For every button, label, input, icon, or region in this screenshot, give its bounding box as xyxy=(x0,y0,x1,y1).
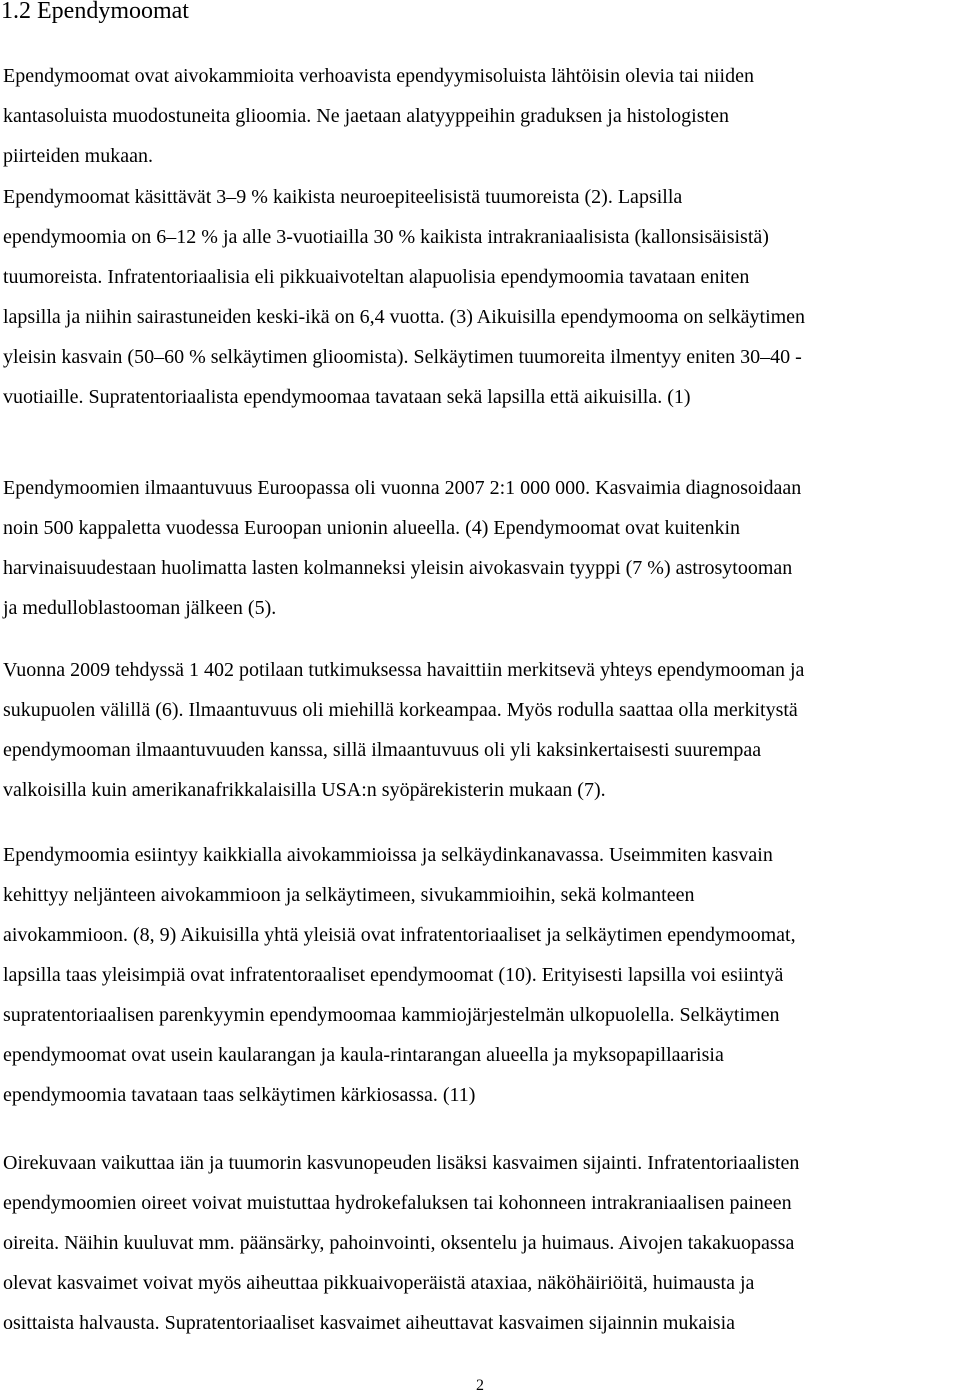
text-line: kantasoluista muodostuneita glioomia. Ne jaetaan alatyyppeihin graduksen ja histologisten xyxy=(3,105,729,127)
paragraph-risk-factors xyxy=(3,650,960,810)
text-line: oireita. Näihin kuuluvat mm. päänsärky, pahoinvointi, oksentelu ja huimaus. Aivojen takakuopassa xyxy=(3,1232,795,1254)
text-line: lapsilla ja niihin sairastuneiden keski-ikä on 6,4 vuotta. (3) Aikuisilla ependymooma on selkäytimen xyxy=(3,306,806,328)
paragraph-epidemiology xyxy=(3,177,960,417)
text-line: Ependymoomia esiintyy kaikkialla aivokammioissa ja selkäydinkanavassa. Useimmiten kasvain xyxy=(3,844,773,866)
text-line: yleisin kasvain (50–60 % selkäytimen glioomista). Selkäytimen tuumoreita ilmentyy eniten 30–40 - xyxy=(3,346,802,368)
text-line: noin 500 kappaletta vuodessa Euroopan unionin alueella. (4) Ependymoomat ovat kuitenkin xyxy=(3,517,741,539)
text-line: piirteiden mukaan. xyxy=(3,145,153,167)
text-line: ependymooman ilmaantuvuuden kanssa, sillä ilmaantuvuus oli yli kaksinkertaisesti suurempaa xyxy=(3,739,762,761)
paragraph-location xyxy=(3,835,960,1115)
text-line: kehittyy neljänteen aivokammioon ja selkäytimeen, sivukammioihin, sekä kolmanteen xyxy=(3,884,695,906)
text-line: ependymoomat ovat usein kaularangan ja kaula-rintarangan alueella ja myksopapillaarisia xyxy=(3,1044,724,1066)
text-line: ja medulloblastooman jälkeen (5). xyxy=(3,597,277,619)
paragraph-incidence xyxy=(3,468,960,628)
text-line: Ependymoomat käsittävät 3–9 % kaikista neuroepiteelisistä tuumoreista (2). Lapsilla xyxy=(3,186,683,208)
text-line: Vuonna 2009 tehdyssä 1 402 potilaan tutkimuksessa havaittiin merkitsevä yhteys ependymooman ja xyxy=(3,659,805,681)
text-line: olevat kasvaimet voivat myös aiheuttaa pikkuaivoperäistä ataxiaa, näköhäiriöitä, huimausta ja xyxy=(3,1272,755,1294)
text-line: lapsilla taas yleisimpiä ovat infratentoraaliset ependymoomat (10). Erityisesti lapsilla voi esiintyä xyxy=(3,964,784,986)
text-line: ependymoomia on 6–12 % ja alle 3-vuotiailla 30 % kaikista intrakraniaalisista (kallonsisäisistä) xyxy=(3,226,769,248)
text-line: Oirekuvaan vaikuttaa iän ja tuumorin kasvunopeuden lisäksi kasvaimen sijainti. Infratentoriaalisten xyxy=(3,1152,800,1174)
paragraph-definition xyxy=(3,56,960,176)
text-line: harvinaisuudestaan huolimatta lasten kolmanneksi yleisin aivokasvain tyyppi (7 %) astrosytooman xyxy=(3,557,793,579)
text-line: aivokammioon. (8, 9) Aikuisilla yhtä yleisiä ovat infratentoriaaliset ja selkäytimen ependymoomat, xyxy=(3,924,796,946)
text-line: ependymoomien oireet voivat muistuttaa hydrokefaluksen tai kohonneen intrakraniaalisen paineen xyxy=(3,1192,792,1214)
section-heading: 1.2 Ependymoomat xyxy=(1,0,189,24)
text-line: vuotiaille. Supratentoriaalista ependymoomaa tavataan sekä lapsilla että aikuisilla. (1) xyxy=(3,386,691,408)
page-number: 2 xyxy=(476,1377,484,1394)
text-line: ependymoomia tavataan taas selkäytimen kärkiosassa. (11) xyxy=(3,1084,476,1106)
text-line: supratentoriaalisen parenkyymin ependymoomaa kammiojärjestelmän ulkopuolella. Selkäytimen xyxy=(3,1004,780,1026)
text-line: Ependymoomat ovat aivokammioita verhoavista ependyymisoluista lähtöisin olevia tai niiden xyxy=(3,65,754,87)
text-line: Ependymoomien ilmaantuvuus Euroopassa oli vuonna 2007 2:1 000 000. Kasvaimia diagnosoidaan xyxy=(3,477,802,499)
text-line: valkoisilla kuin amerikanafrikkalaisilla USA:n syöpärekisterin mukaan (7). xyxy=(3,779,606,801)
text-line: sukupuolen välillä (6). Ilmaantuvuus oli miehillä korkeampaa. Myös rodulla saattaa olla merkitystä xyxy=(3,699,798,721)
paragraph-symptoms xyxy=(3,1143,960,1343)
text-line: tuumoreista. Infratentoriaalisia eli pikkuaivoteltan alapuolisia ependymoomia tavataan eniten xyxy=(3,266,750,288)
text-line: osittaista halvausta. Supratentoriaaliset kasvaimet aiheuttavat kasvaimen sijainnin mukaisia xyxy=(3,1312,736,1334)
